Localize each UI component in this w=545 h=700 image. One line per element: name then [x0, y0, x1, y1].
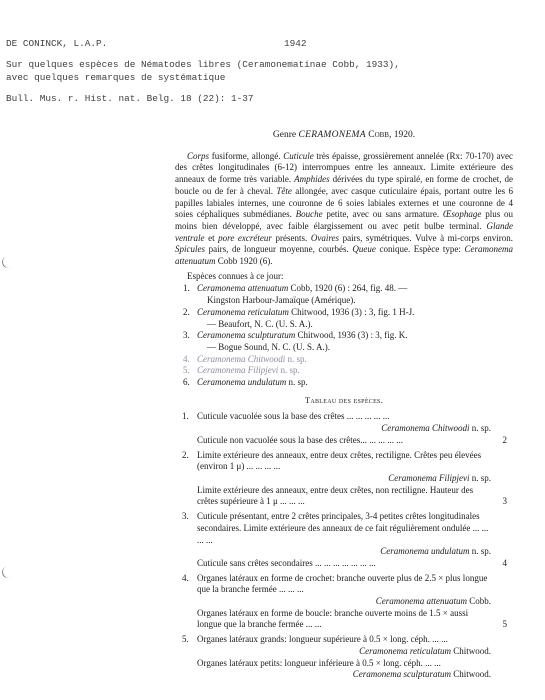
key-result-species: Ceramonema reticulatum [359, 645, 451, 656]
key-result-authority: Cobb. [466, 596, 491, 607]
key-couplet-text: Cuticule non vacuolée sous la base des crêtes... ... ... ... ... [197, 434, 403, 445]
genus-description [175, 151, 513, 268]
key-title: Tableau des espèces. [304, 394, 384, 405]
key-alternative [175, 485, 513, 508]
key-result-authority: n. sp. [469, 472, 491, 483]
citation-year: 1942 [284, 38, 307, 49]
description-text: et [204, 232, 219, 243]
species-name: Ceramonema attenuatum [197, 283, 289, 294]
key-goto-number: 5 [502, 619, 507, 630]
species-reference: n. sp. [285, 353, 307, 364]
key-couplet [175, 411, 513, 423]
description-term: Glande ventrale [175, 220, 513, 243]
species-number: 5. [183, 365, 190, 376]
key-result [175, 596, 513, 608]
description-text: fusiforme, allongé. [209, 150, 284, 161]
genus-heading-prefix: Genre [272, 130, 297, 140]
species-item [175, 330, 513, 353]
species-reference: Cobb, 1920 (6) : 264, fig. 48. — [288, 283, 408, 294]
punch-hole-mark [0, 564, 16, 580]
citation-block [6, 38, 541, 106]
citation-title-line-2: avec quelques remarques de systématique [6, 72, 226, 83]
key-couplet-number: 3. [182, 511, 189, 522]
key-result-species: Ceramonema Filipjevi [388, 472, 470, 483]
key-couplet-number: 4. [182, 572, 189, 583]
key-result-species: Ceramonema sculpturatum [352, 669, 451, 680]
key-result-species: Ceramonema Chitwoodi [381, 423, 470, 434]
punch-hole-mark [0, 254, 16, 270]
description-term: pore excréteur [218, 232, 272, 243]
key-result [175, 546, 513, 558]
species-list [175, 283, 513, 388]
description-text: plus ou moins bien développé, avec faible élargissement ou avec petit bulbe terminal. [175, 209, 513, 231]
key-result-species: Ceramonema attenuatum [375, 596, 467, 607]
key-couplet-text: Organes latéraux en forme de crochet: branche ouverte plus de 2.5 × plus longue que la branche fermée ... ... ... [197, 572, 488, 595]
species-item [175, 365, 513, 377]
species-item [175, 354, 513, 366]
species-name: Ceramonema Chitwoodi [197, 353, 286, 364]
key-goto-number: 4 [502, 557, 507, 568]
description-text: très épaisse, grossièrement annelée (Rx: 70-170) avec des crêtes longitudinales (6-12) interrompues entre les anneaux. Limite extérieure des anneaux de forme très variable. [175, 150, 513, 185]
description-text: Cobb 1920 (6). [215, 256, 273, 267]
description-term: Œsophage [442, 209, 482, 220]
key-couplet-number: 1. [182, 411, 189, 422]
key-result-species: Ceramonema undulatum [380, 546, 470, 557]
species-number: 6. [183, 377, 190, 388]
species-reference: n. sp. [286, 377, 308, 388]
description-text: conique. Espèce type: [375, 244, 465, 255]
key-couplet [175, 511, 513, 546]
key-couplet-text: Cuticule présentant, entre 2 crêtes principales, 3-4 petites crêtes longitudinales secondaires. Limite extérieure des anneaux de ce fait régulièrement ondulée ... ... ... ... [197, 511, 489, 545]
description-term: Cuticule [283, 150, 314, 161]
key-couplet [175, 450, 513, 473]
article-page [175, 130, 513, 681]
species-number: 2. [183, 306, 190, 317]
species-name: Ceramonema reticulatum [197, 306, 289, 317]
citation-title-line-1: Sur quelques espèces de Nématodes libres (Ceramonematinae Cobb, 1933), [6, 59, 400, 70]
description-text: petite, avec ou sans armature. [322, 209, 443, 220]
key-result-authority: Chitwood. [450, 669, 491, 680]
genus-name: CERAMONEMA [298, 130, 366, 140]
description-text: pairs, de longueur moyenne, courbés. [205, 244, 353, 255]
species-number: 4. [183, 353, 190, 364]
key-result [175, 669, 513, 681]
key-couplet [175, 573, 513, 596]
key-couplet [175, 634, 513, 646]
description-text: pairs, symétriques. Vulve à mi-corps environ. [339, 232, 514, 243]
known-species-intro: Espèces connues à ce jour: [187, 270, 284, 281]
key-couplet-text: Organes latéraux en forme de boucle: branche ouverte moins de 1.5 × aussi longue que la branche fermée ... ... [197, 607, 469, 630]
key-result [175, 423, 513, 435]
species-locality: — Bogue Sound, N. C. (U. S. A.). [207, 341, 331, 352]
species-locality: Kingston Harbour-Jamaïque (Amérique). [207, 295, 356, 306]
key-alternative [175, 435, 513, 447]
species-reference: n. sp. [278, 365, 300, 376]
genus-heading [175, 130, 513, 142]
species-name: Ceramonema sculpturatum [197, 330, 296, 341]
key-result [175, 473, 513, 485]
key-couplet-text: Limite extérieure des anneaux, entre deux crêtes, rectiligne. Crêtes peu élevées (environ 1 μ) ... ... ... ... [197, 449, 482, 472]
key-couplet-number: 5. [182, 634, 189, 645]
citation-source: Bull. Mus. r. Hist. nat. Belg. 18 (22): 1-37 [6, 93, 254, 104]
citation-author-row [6, 38, 541, 51]
genus-year: 1920. [393, 130, 416, 140]
description-term: Spicules [175, 244, 205, 255]
key-couplet-text: Organes latéraux petits: longueur inférieure à 0.5 × long. céph. ... ... [197, 657, 441, 668]
key-couplet-text: Cuticule vacuolée sous la base des crêtes ... ... ... ... ... [197, 411, 390, 422]
description-term: Tête [276, 185, 292, 196]
description-text: présents. [271, 232, 311, 243]
description-term: Ovaires [310, 232, 339, 243]
species-number: 3. [183, 330, 190, 341]
citation-author: DE CONINCK, L.A.P. [6, 38, 108, 49]
species-item [175, 307, 513, 330]
species-name: Ceramonema Filipjevi [197, 365, 279, 376]
species-name: Ceramonema undulatum [197, 377, 287, 388]
identification-key [175, 411, 513, 680]
key-alternative [175, 608, 513, 631]
key-result-authority: Chitwood. [450, 645, 491, 656]
genus-authority: Cobb, [368, 130, 392, 140]
description-term: Amphides [294, 174, 330, 185]
key-couplet-text: Cuticule sans crêtes secondaires ... ... ... ... ... ... ... [197, 557, 376, 568]
species-locality: — Beaufort, N. C. (U. S. A.). [207, 318, 313, 329]
key-result-authority: n. sp. [469, 423, 491, 434]
key-alternative [175, 658, 513, 670]
key-result-authority: n. sp. [469, 546, 491, 557]
species-reference: Chitwood, 1936 (3) : 3, fig. K. [295, 330, 408, 341]
description-term: Bouche [295, 209, 323, 220]
description-term: Corps [187, 150, 210, 161]
species-number: 1. [183, 283, 190, 294]
key-alternative [175, 558, 513, 570]
key-couplet-number: 2. [182, 449, 189, 460]
species-item [175, 283, 513, 306]
description-term: Queue [352, 244, 376, 255]
key-couplet-text: Organes latéraux grands: longueur supérieure à 0.5 × long. céph. ... ... [197, 634, 448, 645]
description-text: allongée, avec casque cuticulaire épais, portant outre les 6 papilles labiales internes, une couronne de 6 soies labiales externes et une couronne de 4 soies céphaliques submédianes. [175, 185, 513, 220]
description-term: Ceramonema attenuatum [175, 244, 513, 267]
species-reference: Chitwood, 1936 (3) : 3, fig. 1 H-J. [288, 306, 415, 317]
key-goto-number: 3 [502, 496, 507, 507]
description-text: dérivées du type spiralé, en forme de crochet, de boucle ou de fer à cheval. [175, 174, 513, 196]
species-item [175, 377, 513, 389]
key-couplet-text: Limite extérieure des anneaux, entre deux crêtes, non rectiligne. Hauteur des crêtes supérieure à 1 μ ... ... ... [197, 484, 474, 507]
key-result [175, 646, 513, 658]
key-goto-number: 2 [502, 434, 507, 445]
